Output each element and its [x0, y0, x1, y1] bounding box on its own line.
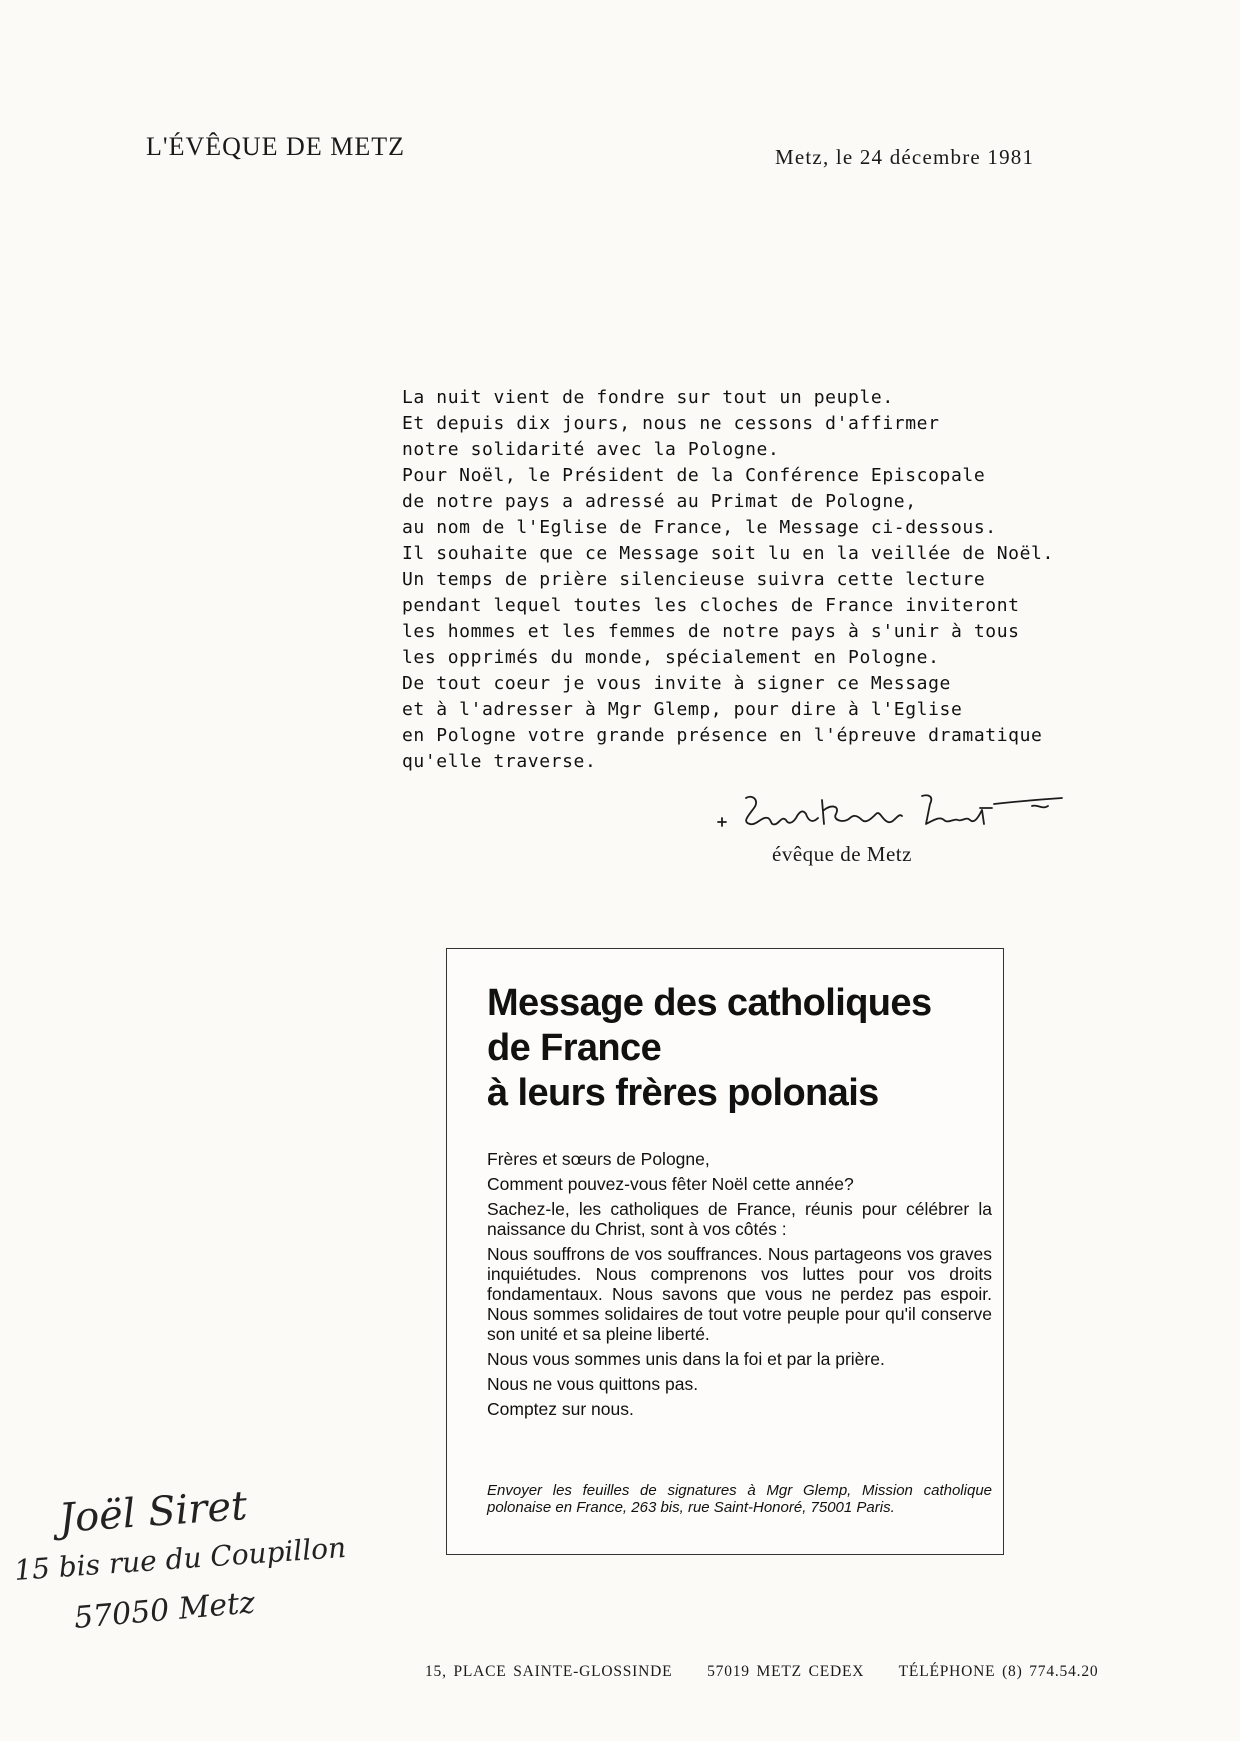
letter-line: les opprimés du monde, spécialement en Pologne.: [402, 647, 940, 668]
clipping-title-line: de France: [487, 1027, 662, 1069]
signature-role: évêque de Metz: [772, 842, 912, 866]
clipping-paragraph: Nous ne vous quittons pas.: [487, 1374, 699, 1394]
letter-line: Un temps de prière silencieuse suivra cette lecture: [402, 569, 986, 590]
letter-line: et à l'adresser à Mgr Glemp, pour dire à l'Eglise: [402, 699, 963, 720]
letter-line: en Pologne votre grande présence en l'épreuve dramatique: [402, 725, 1043, 746]
letterhead-sender: L'ÉVÊQUE DE METZ: [146, 132, 405, 161]
footer-postal: 57019 METZ CEDEX: [707, 1663, 865, 1680]
letterhead-footer: [425, 1663, 1126, 1681]
letter-line: les hommes et les femmes de notre pays à s'unir à tous: [402, 621, 1020, 642]
footer-phone: TÉLÉPHONE (8) 774.54.20: [898, 1663, 1099, 1680]
clipping-footer-note: Envoyer les feuilles de signatures à Mgr Glemp, Mission catholique polonaise en France, 263 bis, rue Saint-Honoré, 75001 Paris.: [487, 1482, 992, 1516]
clipping-paragraph: Comptez sur nous.: [487, 1399, 634, 1419]
newspaper-clipping: [446, 948, 1004, 1555]
letter-line: Pour Noël, le Président de la Conférence Episcopale: [402, 465, 986, 486]
letter-line: de notre pays a adressé au Primat de Pologne,: [402, 491, 917, 512]
signature-block: [712, 790, 1092, 870]
letter-date: Metz, le 24 décembre 1981: [775, 145, 1035, 169]
letter-line: La nuit vient de fondre sur tout un peuple.: [402, 387, 894, 408]
letter-body: [402, 385, 1202, 775]
letter-line: au nom de l'Eglise de France, le Message ci-dessous.: [402, 517, 997, 538]
footer-address: 15, PLACE SAINTE-GLOSSINDE: [425, 1663, 673, 1680]
handwritten-city: 57050 Metz: [72, 1585, 257, 1636]
letter-line: qu'elle traverse.: [402, 751, 597, 772]
letter-line: pendant lequel toutes les cloches de France inviteront: [402, 595, 1020, 616]
letter-line: Il souhaite que ce Message soit lu en la veillée de Noël.: [402, 543, 1054, 564]
clipping-title-line: à leurs frères polonais: [487, 1072, 879, 1114]
clipping-paragraph: Nous souffrons de vos souffrances. Nous partageons vos graves inquiétudes. Nous comprenons vos luttes pour vos droits fondamentaux. Nous savons que vous ne perdez pas espoir. Nous sommes solidaires de tout votre peuple pour qu'il conserve son unité et sa pleine liberté.: [487, 1244, 992, 1344]
clipping-body: [487, 1149, 992, 1424]
letter-line: Et depuis dix jours, nous ne cessons d'affirmer: [402, 413, 940, 434]
handwritten-signature: [712, 790, 1092, 840]
handwritten-name: Joël Siret: [57, 1482, 249, 1542]
letter-line: notre solidarité avec la Pologne.: [402, 439, 780, 460]
clipping-paragraph: Sachez-le, les catholiques de France, réunis pour célébrer la naissance du Christ, sont à vos côtés :: [487, 1199, 992, 1239]
handwritten-address: [0, 1470, 400, 1650]
handwritten-street: 15 bis rue du Coupillon: [13, 1530, 348, 1587]
clipping-paragraph: Frères et sœurs de Pologne,: [487, 1149, 710, 1169]
clipping-paragraph: Comment pouvez-vous fêter Noël cette année?: [487, 1174, 854, 1194]
clipping-paragraph: Nous vous sommes unis dans la foi et par la prière.: [487, 1349, 885, 1369]
clipping-title: [487, 981, 997, 1116]
letter-line: De tout coeur je vous invite à signer ce Message: [402, 673, 951, 694]
clipping-title-line: Message des catholiques: [487, 982, 932, 1024]
